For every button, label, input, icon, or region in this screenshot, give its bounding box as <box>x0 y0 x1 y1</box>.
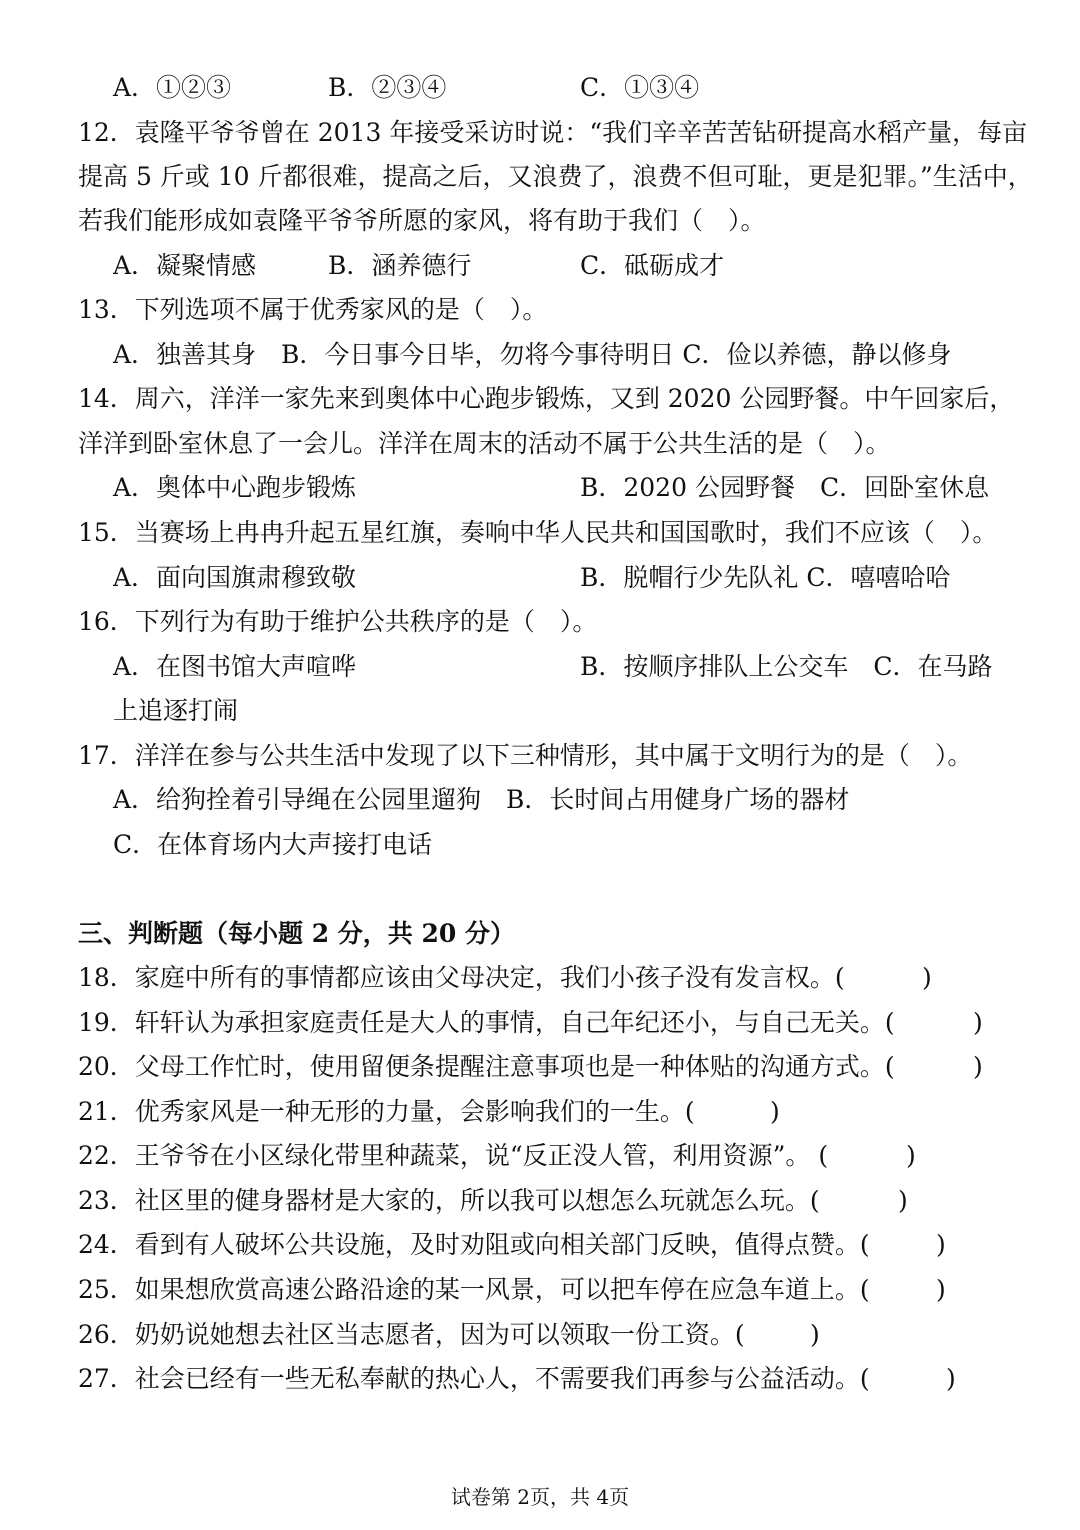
q12-option-a: A．凝聚情感 <box>113 251 257 280</box>
tf-item-text: 23．社区里的健身器材是大家的，所以我可以想怎么玩就怎么玩。( <box>78 1186 820 1215</box>
answer-blank-close[interactable]: ) <box>898 1186 908 1215</box>
tf-item-25 <box>78 1273 946 1307</box>
tf-item-22 <box>78 1139 916 1173</box>
q12-line-1: 12．袁隆平爷爷曾在 2013 年接受采访时说：“我们辛辛苦苦钻研提高水稻产量，每亩 <box>78 118 1028 147</box>
q17-stem: 17．洋洋在参与公共生活中发现了以下三种情形，其中属于文明行为的是（ ）。 <box>78 741 973 770</box>
answer-blank-close[interactable]: ) <box>770 1097 780 1126</box>
q12-line-3: 若我们能形成如袁隆平爷爷所愿的家风，将有助于我们（ ）。 <box>78 206 766 235</box>
tf-item-27 <box>78 1362 956 1396</box>
q11-option-a: A．①②③ <box>113 73 232 102</box>
answer-blank-close[interactable]: ) <box>810 1320 820 1349</box>
q13-stem: 13．下列选项不属于优秀家风的是（ ）。 <box>78 295 548 324</box>
q16-stem: 16．下列行为有助于维护公共秩序的是（ ）。 <box>78 607 598 636</box>
answer-blank-close[interactable]: ) <box>973 1052 983 1081</box>
answer-blank-close[interactable]: ) <box>936 1230 946 1259</box>
q12-line-2: 提高 5 斤或 10 斤都很难，提高之后，又浪费了，浪费不但可耻，更是犯罪。”生活中， <box>78 162 1033 191</box>
tf-item-text: 19．轩轩认为承担家庭责任是大人的事情，自己年纪还小，与自己无关。( <box>78 1008 895 1037</box>
tf-item-23 <box>78 1184 908 1218</box>
q15-option-a: A．面向国旗肃穆致敬 <box>113 563 357 592</box>
tf-item-24 <box>78 1228 946 1262</box>
q15-stem: 15．当赛场上冉冉升起五星红旗，奏响中华人民共和国国歌时，我们不应该（ ）。 <box>78 518 998 547</box>
q14-option-a: A．奥体中心跑步锻炼 <box>113 473 357 502</box>
tf-item-text: 20．父母工作忙时，使用留便条提醒注意事项也是一种体贴的沟通方式。( <box>78 1052 895 1081</box>
answer-blank-close[interactable]: ) <box>973 1008 983 1037</box>
q11-option-b: B．②③④ <box>328 73 447 102</box>
q14-option-bc: B．2020 公园野餐 C．回卧室休息 <box>580 473 990 502</box>
q12-option-b: B．涵养德行 <box>328 251 472 280</box>
answer-blank-close[interactable]: ) <box>922 963 932 992</box>
tf-item-text: 24．看到有人破坏公共设施，及时劝阻或向相关部门反映，值得点赞。( <box>78 1230 870 1259</box>
q17-option-c: C．在体育场内大声接打电话 <box>113 830 433 859</box>
tf-item-text: 25．如果想欣赏高速公路沿途的某一风景，可以把车停在应急车道上。( <box>78 1275 870 1304</box>
tf-item-text: 21．优秀家风是一种无形的力量，会影响我们的一生。( <box>78 1097 695 1126</box>
tf-item-text: 22．王爷爷在小区绿化带里种蔬菜，说“反正没人管，利用资源”。 ( <box>78 1141 829 1170</box>
q14-line-1: 14．周六，洋洋一家先来到奥体中心跑步锻炼，又到 2020 公园野餐。中午回家后， <box>78 384 1015 413</box>
tf-item-19 <box>78 1006 983 1040</box>
q13-options: A．独善其身 B．今日事今日毕，勿将今事待明日 C．俭以养德，静以修身 <box>113 340 952 369</box>
page-footer: 试卷第 2页，共 4页 <box>450 1485 630 1509</box>
tf-item-text: 18．家庭中所有的事情都应该由父母决定，我们小孩子没有发言权。( <box>78 963 845 992</box>
q11-option-c: C．①③④ <box>580 73 700 102</box>
q17-options-ab: A．给狗拴着引导绳在公园里遛狗 B．长时间占用健身广场的器材 <box>113 785 850 814</box>
q14-line-2: 洋洋到卧室休息了一会儿。洋洋在周末的活动不属于公共生活的是（ ）。 <box>78 429 891 458</box>
q12-option-c: C．砥砺成才 <box>580 251 725 280</box>
tf-item-18 <box>78 961 932 995</box>
answer-blank-close[interactable]: ) <box>946 1364 956 1393</box>
section-3-title: 三、判断题（每小题 2 分，共 20 分） <box>78 919 516 948</box>
q15-option-bc: B．脱帽行少先队礼 C．嘻嘻哈哈 <box>580 563 951 592</box>
q16-option-bc: B．按顺序排队上公交车 C．在马路 <box>580 652 993 681</box>
tf-item-20 <box>78 1050 983 1084</box>
tf-item-text: 27．社会已经有一些无私奉献的热心人，不需要我们再参与公益活动。( <box>78 1364 870 1393</box>
q16-option-a: A．在图书馆大声喧哗 <box>113 652 357 681</box>
tf-item-21 <box>78 1095 780 1129</box>
answer-blank-close[interactable]: ) <box>906 1141 916 1170</box>
answer-blank-close[interactable]: ) <box>936 1275 946 1304</box>
tf-item-26 <box>78 1318 820 1352</box>
tf-item-text: 26．奶奶说她想去社区当志愿者，因为可以领取一份工资。( <box>78 1320 745 1349</box>
q16-option-c-cont: 上追逐打闹 <box>113 696 239 725</box>
